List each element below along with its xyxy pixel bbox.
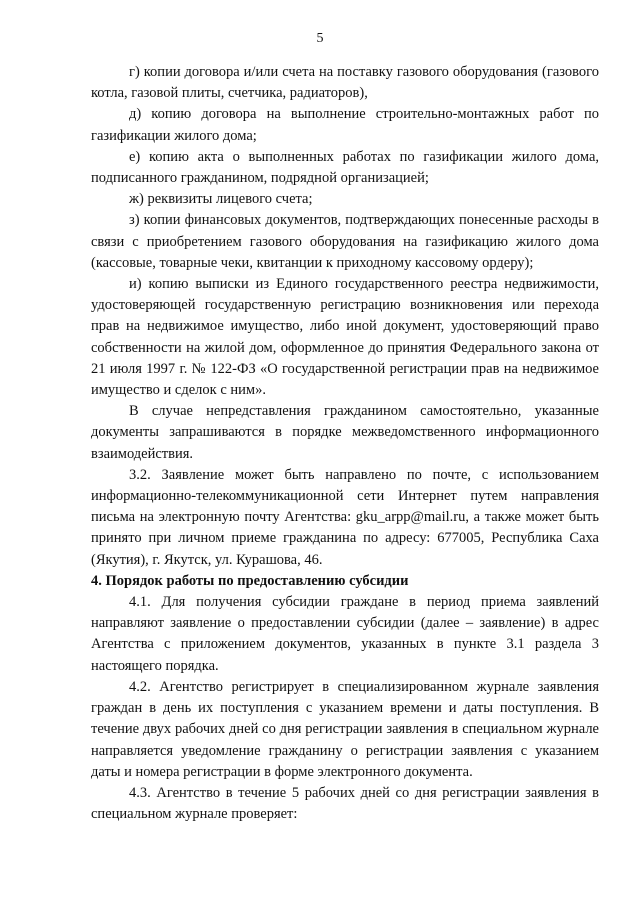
paragraph-4-1: 4.1. Для получения субсидии граждане в период приема заявлений направляют заявление о предоставлении субсидии (далее – заявление) в адрес Агентства с приложением документов, указанных в пункте 3.1 раздела 3 настоящего порядка.: [91, 594, 599, 674]
paragraph-4-3: 4.3. Агентство в течение 5 рабочих дней со дня регистрации заявления в специальном журнале проверяет:: [91, 784, 599, 823]
list-item-zh: ж) реквизиты лицевого счета;: [129, 191, 313, 208]
paragraph-interaction: В случае непредставления гражданином самостоятельно, указанные документы запрашиваются в порядке межведомственного информационного взаимодействия.: [91, 403, 599, 462]
section-heading: 4. Порядок работы по предоставлению субсидии: [91, 572, 409, 589]
page-number: 5: [316, 31, 324, 46]
paragraph-3-2: 3.2. Заявление может быть направлено по почте, с использованием информационно-телекоммуникационной сети Интернет путем направления письма на электронную почту Агентства: gku_arpp@mail.ru, а также может быть принято при личном приеме гражданина по адресу: 677005, Республика Саха (Якутия), г. Якутск, ул. Курашова, 46.: [91, 466, 599, 568]
list-item-e: е) копию акта о выполненных работах по газификации жилого дома, подписанного гражданином, подрядной организацией;: [91, 148, 599, 187]
list-item-g: г) копии договора и/или счета на поставку газового оборудования (газового котла, газовой плиты, счетчика, радиаторов),: [91, 64, 599, 102]
list-item-i: и) копию выписки из Единого государственного реестра недвижимости, удостоверяющей государственную регистрацию возникновения или перехода прав на недвижимое имущество, либо иной документ, удостоверяющий право собственности на жилой дом, оформленное до принятия Федерального закона от 21 июля 1997 г. № 122-ФЗ «О государственной регистрации прав на недвижимое имущество и сделок с ним».: [91, 276, 599, 399]
document-body: [91, 62, 599, 825]
paragraph-4-2: 4.2. Агентство регистрирует в специализированном журнале заявления граждан в день их поступления с указанием времени и даты поступления. В течение двух рабочих дней со дня регистрации заявления в специальном журнале направляется уведомление гражданину о регистрации заявления с указанием даты и номера регистрации в форме электронного документа.: [91, 678, 599, 780]
list-item-z: з) копии финансовых документов, подтверждающих понесенные расходы в связи с приобретением газового оборудования на газификацию жилого дома (кассовые, товарные чеки, квитанции к приходному кассовому ордеру);: [91, 212, 599, 271]
list-item-d: д) копию договора на выполнение строительно-монтажных работ по газификации жилого дома;: [91, 106, 599, 144]
